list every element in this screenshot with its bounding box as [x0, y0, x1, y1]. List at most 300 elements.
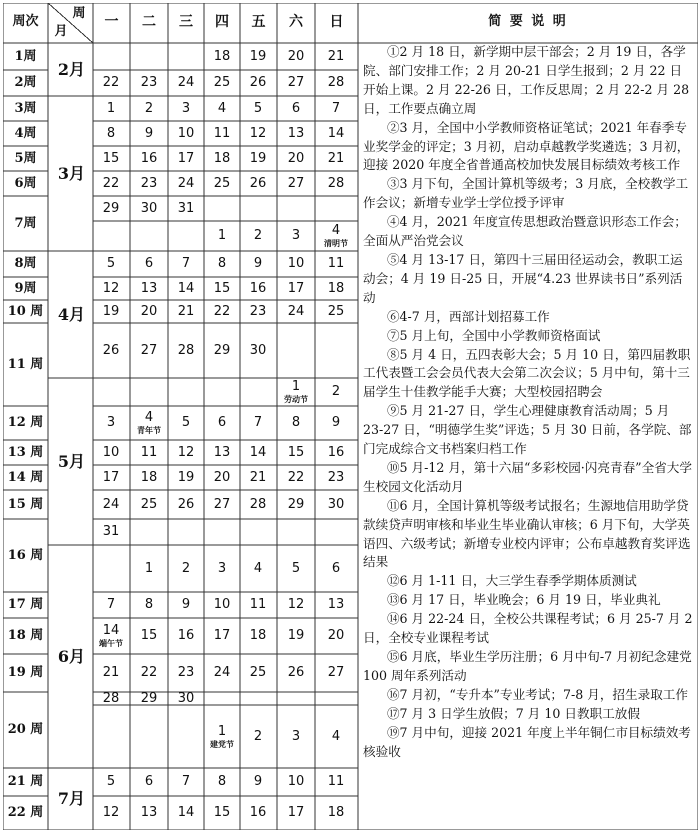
- date-number: 1: [217, 228, 227, 243]
- date-cell: [93, 127, 129, 141]
- date-cell: [240, 471, 276, 485]
- date-cell: [240, 730, 276, 744]
- date-number: 6: [217, 415, 227, 430]
- date-cell: [278, 775, 314, 789]
- date-cell: [278, 562, 314, 576]
- date-cell: [240, 152, 276, 166]
- date-cell: [93, 806, 129, 820]
- week-label: 6周: [14, 175, 37, 191]
- date-cell: [278, 666, 314, 680]
- date-cell: [240, 127, 276, 141]
- date-cell: [93, 775, 129, 789]
- date-number: 12: [287, 597, 305, 612]
- date-number: 30: [327, 496, 345, 512]
- date-number: 24: [287, 303, 305, 319]
- date-number: 20: [287, 150, 305, 166]
- holiday-label: 清明节: [324, 238, 348, 248]
- date-number: 20: [140, 303, 158, 319]
- date-number: 10: [213, 597, 231, 612]
- week-label: 15 周: [7, 496, 44, 512]
- date-number: 1: [144, 560, 154, 576]
- month-label: 4月: [57, 304, 86, 324]
- note-item: ①2 月 18 日，新学期中层干部会；2 月 19 日，各学院、部门安排工作；2 月 20-21 日学生报到；2 月 22 日开始上课。2 月 22-26 日，工作反思周；2 月 22-2 月 28 日，工作要点确立周: [363, 44, 690, 116]
- date-cell: [240, 344, 276, 358]
- date-cell: [278, 229, 314, 243]
- date-cell: [318, 257, 354, 271]
- week-label: 21 周: [7, 774, 44, 789]
- date-cell: [318, 102, 354, 116]
- note-item: ⑲7 月中旬，迎接 2021 年度上半年铜仁市目标绩效考核验收: [363, 724, 691, 759]
- date-number: 10: [287, 774, 305, 789]
- date-cell: [204, 598, 240, 612]
- date-number: 28: [177, 342, 195, 358]
- date-number: 16: [249, 805, 267, 820]
- holiday-label: 青年节: [137, 425, 161, 435]
- week-label: 3周: [14, 100, 37, 116]
- date-cell: [93, 666, 129, 680]
- date-cell: [204, 725, 240, 749]
- date-cell: [168, 102, 204, 116]
- date-cell: [168, 775, 204, 789]
- date-cell: [318, 282, 354, 296]
- date-number: 20: [287, 48, 305, 64]
- note-item: ⑩5 月-12 月，第十六届“多彩校园·闪亮青春”全省大学生校园文化活动月: [363, 459, 692, 494]
- date-cell: [240, 102, 276, 116]
- date-number: 14: [249, 444, 267, 460]
- date-cell: [204, 127, 240, 141]
- date-number: 22: [140, 665, 158, 680]
- date-number: 31: [177, 200, 195, 216]
- week-label: 13 周: [7, 444, 44, 460]
- date-cell: [93, 177, 129, 191]
- date-cell: [278, 50, 314, 64]
- date-number: 4: [331, 728, 341, 744]
- week-label: 18 周: [7, 628, 44, 643]
- date-number: 28: [327, 75, 345, 90]
- date-number: 8: [106, 125, 116, 141]
- date-cell: [168, 257, 204, 271]
- date-number: 26: [249, 175, 267, 191]
- date-number: 17: [213, 628, 231, 643]
- week-label: 16 周: [7, 547, 44, 563]
- date-cell: [168, 127, 204, 141]
- date-number: 15: [287, 444, 305, 460]
- month-label: 6月: [57, 646, 86, 666]
- date-number: 9: [253, 256, 263, 271]
- date-cell: [131, 806, 167, 820]
- date-number: 26: [102, 342, 120, 358]
- header-notes: 简 要 说 明: [488, 14, 568, 29]
- date-cell: [168, 202, 204, 216]
- date-number: 14: [177, 805, 195, 820]
- note-item: ⑮6 月底，毕业生学历注册；6 月中旬-7 月初纪念建党 100 周年系列活动: [363, 649, 692, 683]
- date-cell: [168, 344, 204, 358]
- date-cell: [318, 730, 354, 744]
- date-number: 17: [287, 280, 305, 296]
- date-cell: [93, 624, 129, 648]
- date-number: 30: [177, 690, 195, 706]
- date-number: 26: [249, 75, 267, 90]
- date-number: 2: [144, 100, 154, 116]
- date-cell: [204, 257, 240, 271]
- note-item: ②3 月，全国中小学教师资格证笔试；2021 年春季专业奖学金的评定；3 月初，启动卓越教学奖遴选；3 月初，迎接 2020 年度全省普通高校加快发展目标绩效考核工作: [363, 119, 690, 173]
- month-label: 5月: [57, 451, 86, 471]
- date-cell: [278, 629, 314, 643]
- date-cell: [204, 562, 240, 576]
- date-cell: [278, 152, 314, 166]
- date-number: 2: [253, 728, 263, 744]
- date-number: 21: [249, 469, 267, 485]
- date-number: 18: [327, 805, 345, 820]
- date-number: 20: [213, 469, 231, 485]
- date-number: 19: [249, 48, 267, 64]
- date-cell: [168, 76, 204, 90]
- date-cell: [168, 562, 204, 576]
- note-item: ⑪6 月，全国计算机等级考试报名；生源地信用助学贷款续贷声明审核和毕业生毕业确认审核；6 月下旬，大学英语四、六级考试；新增专业校内评审；公布卓越教育奖评选结果: [363, 497, 691, 570]
- date-number: 4: [217, 100, 227, 116]
- date-number: 3: [181, 100, 191, 116]
- week-label: 7周: [14, 215, 37, 231]
- date-cell: [318, 562, 354, 576]
- header-day: 二: [142, 14, 156, 30]
- date-number: 7: [331, 100, 341, 116]
- date-cell: [240, 177, 276, 191]
- date-cell: [318, 177, 354, 191]
- date-cell: [131, 282, 167, 296]
- note-item: ⑫6 月 1-11 日，大三学生春季学期体质测试: [386, 573, 637, 589]
- date-number: 7: [181, 774, 191, 789]
- date-cell: [278, 471, 314, 485]
- date-number: 25: [140, 496, 158, 512]
- holiday-label: 建党节: [210, 738, 234, 749]
- header-month-bottom: 月: [54, 24, 68, 39]
- date-number: 8: [144, 597, 154, 612]
- date-number: 7: [181, 256, 191, 271]
- header-week: 周次: [12, 14, 39, 29]
- note-item: ⑨5 月 21-27 日，学生心理健康教育活动周；5 月 23-27 日，“明德学生奖”评选；5 月 30 日前，各学院、部门完成综合文书档案归档工作: [363, 403, 692, 457]
- date-cell: [318, 806, 354, 820]
- date-number: 23: [140, 75, 158, 90]
- date-number: 22: [213, 303, 231, 319]
- date-number: 27: [213, 496, 231, 512]
- date-number: 10: [287, 256, 305, 271]
- date-number: 19: [287, 628, 305, 643]
- date-cell: [240, 562, 276, 576]
- date-number: 22: [287, 469, 305, 485]
- date-cell: [93, 257, 129, 271]
- date-number: 17: [177, 150, 195, 166]
- date-cell: [278, 76, 314, 90]
- date-cell: [168, 446, 204, 460]
- note-item: ③3 月下旬，全国计算机等级考；3 月底，全校教学工作会议；新增专业学士学位授予评审: [363, 176, 689, 211]
- date-cell: [131, 471, 167, 485]
- date-cell: [93, 282, 129, 296]
- date-cell: [204, 498, 240, 512]
- date-cell: [93, 446, 129, 460]
- date-number: 1: [217, 723, 227, 739]
- date-number: 16: [249, 280, 267, 296]
- date-cell: [204, 76, 240, 90]
- header-day: 日: [329, 14, 344, 30]
- date-number: 8: [217, 774, 227, 789]
- date-cell: [204, 282, 240, 296]
- date-number: 16: [140, 150, 158, 166]
- date-cell: [131, 102, 167, 116]
- date-number: 14: [102, 623, 120, 638]
- date-number: 28: [102, 690, 120, 706]
- date-cell: [131, 775, 167, 789]
- date-cell: [168, 152, 204, 166]
- date-cell: [204, 775, 240, 789]
- date-cell: [240, 666, 276, 680]
- date-number: 23: [177, 665, 195, 680]
- date-number: 24: [177, 175, 195, 191]
- date-number: 19: [177, 469, 195, 485]
- date-number: 8: [291, 415, 301, 430]
- date-number: 15: [102, 150, 120, 166]
- date-cell: [240, 416, 276, 430]
- date-cell: [168, 282, 204, 296]
- date-cell: [131, 127, 167, 141]
- date-number: 29: [213, 342, 231, 358]
- date-number: 6: [144, 256, 154, 271]
- date-number: 13: [140, 805, 158, 820]
- date-cell: [93, 692, 129, 706]
- date-number: 14: [327, 125, 345, 141]
- date-cell: [278, 380, 314, 404]
- date-number: 2: [331, 384, 341, 399]
- date-cell: [131, 152, 167, 166]
- date-cell: [318, 498, 354, 512]
- date-number: 25: [213, 75, 231, 90]
- date-cell: [168, 416, 204, 430]
- date-cell: [240, 76, 276, 90]
- date-cell: [204, 152, 240, 166]
- date-cell: [168, 177, 204, 191]
- date-cell: [240, 257, 276, 271]
- week-label: 9周: [14, 280, 37, 296]
- date-number: 18: [327, 280, 345, 296]
- date-cell: [131, 562, 167, 576]
- date-number: 17: [287, 805, 305, 820]
- date-cell: [204, 471, 240, 485]
- date-number: 3: [291, 228, 301, 243]
- date-cell: [278, 498, 314, 512]
- date-number: 9: [253, 774, 263, 789]
- date-cell: [240, 50, 276, 64]
- date-cell: [204, 344, 240, 358]
- date-cell: [168, 806, 204, 820]
- date-number: 6: [331, 560, 341, 576]
- date-cell: [278, 177, 314, 191]
- date-number: 5: [181, 415, 191, 430]
- date-number: 12: [102, 280, 120, 296]
- date-cell: [318, 666, 354, 680]
- date-cell: [131, 76, 167, 90]
- date-cell: [318, 224, 354, 248]
- date-number: 27: [140, 342, 158, 358]
- notes-panel: [363, 43, 693, 761]
- date-number: 14: [177, 280, 195, 296]
- date-number: 5: [291, 560, 301, 576]
- date-number: 11: [249, 597, 267, 612]
- date-number: 22: [102, 175, 120, 191]
- note-item: ④4 月，2021 年度宣传思想政治暨意识形态工作会；全面从严治党会议: [363, 214, 687, 249]
- week-label: 8周: [14, 256, 37, 271]
- note-item: ⑤4 月 13-17 日，第四十三届田径运动会，教职工运动会；4 月 19 日-25 日，开展“4.23 世界读书日”系列活动: [363, 251, 683, 305]
- date-number: 15: [213, 805, 231, 820]
- date-cell: [278, 282, 314, 296]
- date-cell: [93, 598, 129, 612]
- date-cell: [131, 202, 167, 216]
- date-cell: [204, 629, 240, 643]
- date-cell: [240, 229, 276, 243]
- date-cell: [318, 385, 354, 399]
- date-cell: [240, 629, 276, 643]
- date-cell: [204, 50, 240, 64]
- date-number: 13: [140, 280, 158, 296]
- date-cell: [318, 629, 354, 643]
- date-number: 29: [102, 200, 120, 216]
- date-number: 19: [102, 303, 120, 319]
- date-cell: [240, 446, 276, 460]
- date-cell: [93, 498, 129, 512]
- date-number: 29: [287, 496, 305, 512]
- date-number: 13: [327, 597, 345, 612]
- week-label: 20 周: [7, 722, 44, 737]
- date-cell: [131, 446, 167, 460]
- date-cell: [93, 152, 129, 166]
- date-number: 3: [217, 560, 227, 576]
- date-cell: [168, 598, 204, 612]
- date-number: 12: [102, 805, 120, 820]
- date-cell: [204, 102, 240, 116]
- date-cell: [204, 305, 240, 319]
- date-number: 18: [249, 628, 267, 643]
- date-cell: [240, 282, 276, 296]
- month-label: 2月: [57, 59, 86, 79]
- date-number: 11: [213, 125, 231, 141]
- date-cell: [240, 775, 276, 789]
- date-cell: [168, 305, 204, 319]
- date-number: 13: [213, 444, 231, 460]
- note-item: ⑦5 月上旬，全国中小学教师资格面试: [386, 327, 601, 343]
- date-cell: [168, 629, 204, 643]
- date-number: 18: [213, 150, 231, 166]
- date-number: 6: [144, 774, 154, 789]
- date-cell: [318, 127, 354, 141]
- note-item: ⑰7 月 3 日学生放假；7 月 10 日教职工放假: [386, 705, 640, 721]
- date-cell: [204, 446, 240, 460]
- date-number: 3: [106, 415, 116, 430]
- date-number: 28: [327, 175, 345, 191]
- date-number: 25: [327, 303, 345, 319]
- date-number: 15: [213, 280, 231, 296]
- date-cell: [278, 102, 314, 116]
- date-number: 1: [291, 379, 301, 394]
- date-cell: [168, 666, 204, 680]
- date-cell: [278, 806, 314, 820]
- date-number: 25: [213, 175, 231, 191]
- date-number: 27: [287, 175, 305, 191]
- date-number: 24: [177, 75, 195, 90]
- week-label: 12 周: [7, 415, 44, 430]
- header-day: 一: [104, 14, 119, 30]
- date-number: 7: [253, 415, 263, 430]
- date-cell: [93, 102, 129, 116]
- date-number: 4: [331, 223, 341, 238]
- date-cell: [278, 730, 314, 744]
- date-cell: [131, 629, 167, 643]
- week-label: 14 周: [7, 469, 44, 485]
- week-label: 19 周: [7, 665, 44, 680]
- date-number: 10: [177, 125, 195, 141]
- date-number: 5: [253, 100, 263, 116]
- date-cell: [204, 666, 240, 680]
- date-cell: [318, 152, 354, 166]
- date-number: 12: [249, 125, 267, 141]
- date-cell: [318, 305, 354, 319]
- date-number: 6: [291, 100, 301, 116]
- note-item: ⑯7 月初，“专升本”专业考试；7-8 月，招生录取工作: [386, 686, 688, 702]
- week-label: 11 周: [7, 356, 44, 372]
- date-number: 9: [144, 125, 154, 141]
- date-number: 18: [140, 469, 158, 485]
- date-number: 13: [287, 125, 305, 141]
- date-number: 23: [249, 303, 267, 319]
- date-number: 17: [102, 469, 120, 485]
- week-label: 2周: [14, 75, 37, 90]
- week-label: 4周: [14, 125, 37, 141]
- date-number: 18: [213, 48, 231, 64]
- date-number: 1: [106, 100, 116, 116]
- header-month-top: 周: [72, 6, 86, 21]
- date-cell: [318, 446, 354, 460]
- holiday-label: 劳动节: [284, 394, 308, 404]
- date-cell: [318, 598, 354, 612]
- month-label: 3月: [57, 163, 86, 183]
- date-number: 2: [181, 560, 191, 576]
- date-cell: [93, 305, 129, 319]
- date-number: 8: [217, 256, 227, 271]
- date-cell: [318, 471, 354, 485]
- date-cell: [131, 344, 167, 358]
- date-number: 27: [287, 75, 305, 90]
- date-number: 9: [331, 415, 341, 430]
- date-number: 16: [327, 444, 345, 460]
- date-number: 27: [327, 665, 345, 680]
- date-number: 16: [177, 628, 195, 643]
- date-number: 23: [140, 175, 158, 191]
- date-number: 28: [249, 496, 267, 512]
- date-number: 2: [253, 228, 263, 243]
- date-cell: [240, 598, 276, 612]
- date-cell: [93, 471, 129, 485]
- date-number: 22: [102, 75, 120, 90]
- date-number: 26: [287, 665, 305, 680]
- week-label: 1周: [14, 48, 37, 64]
- holiday-label: 端午节: [99, 638, 123, 648]
- date-number: 4: [144, 410, 154, 425]
- header-day: 四: [215, 14, 229, 30]
- date-cell: [93, 344, 129, 358]
- date-cell: [131, 177, 167, 191]
- date-number: 11: [140, 444, 158, 460]
- week-label: 22 周: [7, 805, 44, 820]
- week-label: 5周: [14, 150, 37, 166]
- date-cell: [93, 525, 129, 539]
- date-number: 4: [253, 560, 263, 576]
